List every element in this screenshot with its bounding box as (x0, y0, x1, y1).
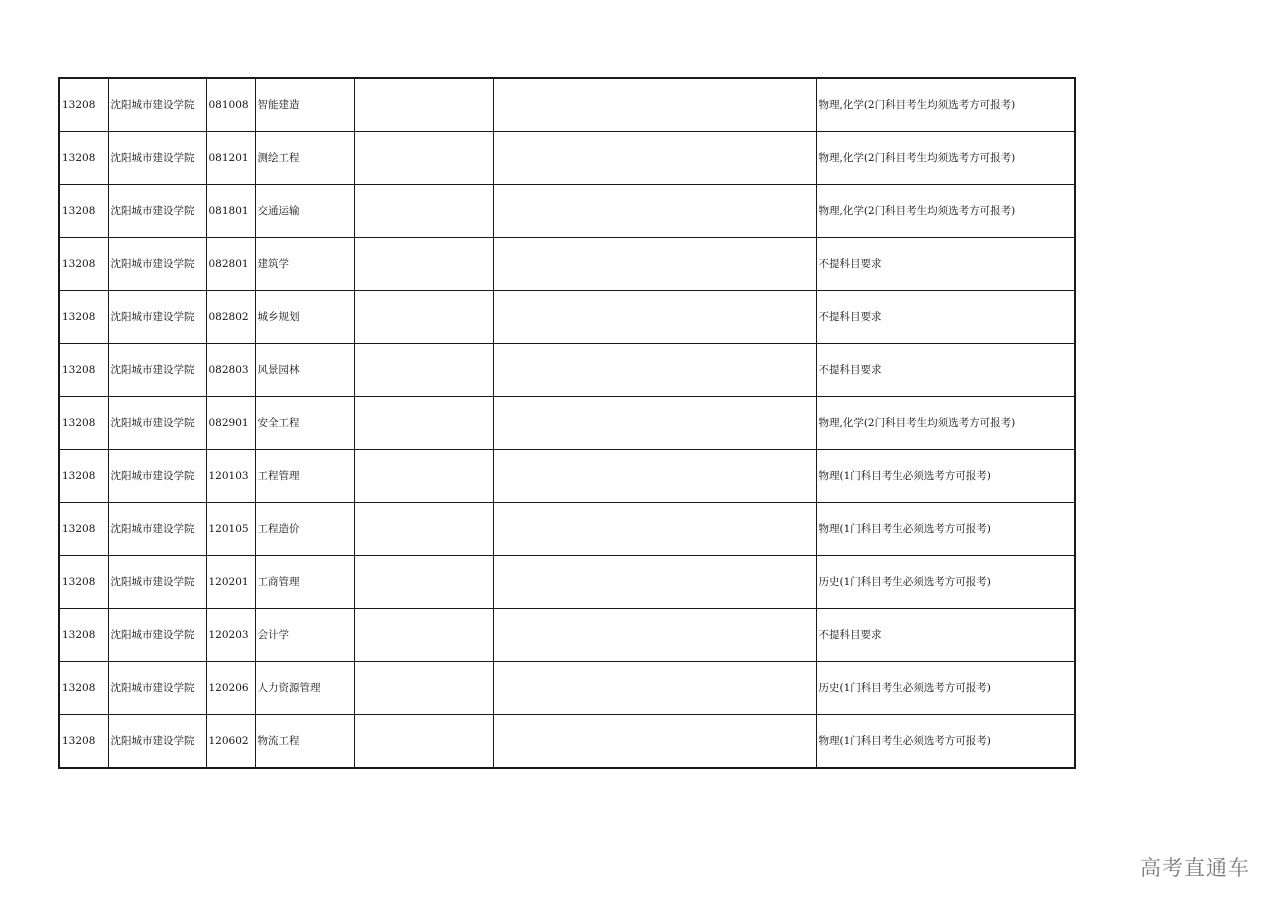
table-row (59, 238, 1075, 291)
empty-cell-5 (354, 715, 493, 769)
table-row (59, 662, 1075, 715)
empty-cell-5 (354, 556, 493, 609)
table-row (59, 609, 1075, 662)
empty-cell-5 (354, 609, 493, 662)
table-row (59, 715, 1075, 769)
subject-requirement-cell: 物理(1门科目考生必须选考方可报考) (816, 450, 1075, 503)
school-code-cell: 13208 (59, 78, 108, 132)
school-code-cell: 13208 (59, 397, 108, 450)
subject-requirement-cell: 物理(1门科目考生必须选考方可报考) (816, 715, 1075, 769)
subject-requirement-cell: 物理,化学(2门科目考生均须选考方可报考) (816, 185, 1075, 238)
major-name-cell: 物流工程 (255, 715, 354, 769)
empty-cell-6 (493, 662, 816, 715)
school-code-cell: 13208 (59, 344, 108, 397)
empty-cell-6 (493, 238, 816, 291)
empty-cell-5 (354, 450, 493, 503)
school-name-cell: 沈阳城市建设学院 (108, 609, 206, 662)
subject-requirement-cell: 不提科目要求 (816, 291, 1075, 344)
empty-cell-5 (354, 132, 493, 185)
major-name-cell: 安全工程 (255, 397, 354, 450)
major-name-cell: 城乡规划 (255, 291, 354, 344)
major-name-cell: 交通运输 (255, 185, 354, 238)
major-name-cell: 人力资源管理 (255, 662, 354, 715)
table-row (59, 185, 1075, 238)
empty-cell-6 (493, 291, 816, 344)
major-name-cell: 工程管理 (255, 450, 354, 503)
subject-requirement-cell: 物理(1门科目考生必须选考方可报考) (816, 503, 1075, 556)
school-name-cell: 沈阳城市建设学院 (108, 185, 206, 238)
empty-cell-6 (493, 556, 816, 609)
empty-cell-5 (354, 344, 493, 397)
major-code-cell: 082803 (206, 344, 255, 397)
school-name-cell: 沈阳城市建设学院 (108, 662, 206, 715)
school-code-cell: 13208 (59, 291, 108, 344)
school-code-cell: 13208 (59, 609, 108, 662)
major-code-cell: 120201 (206, 556, 255, 609)
empty-cell-5 (354, 78, 493, 132)
subject-requirement-cell: 不提科目要求 (816, 609, 1075, 662)
major-code-cell: 082802 (206, 291, 255, 344)
school-code-cell: 13208 (59, 556, 108, 609)
major-name-cell: 建筑学 (255, 238, 354, 291)
empty-cell-6 (493, 503, 816, 556)
school-code-cell: 13208 (59, 238, 108, 291)
major-code-cell: 082901 (206, 397, 255, 450)
major-name-cell: 智能建造 (255, 78, 354, 132)
subject-requirement-cell: 历史(1门科目考生必须选考方可报考) (816, 662, 1075, 715)
empty-cell-5 (354, 662, 493, 715)
major-name-cell: 会计学 (255, 609, 354, 662)
empty-cell-6 (493, 78, 816, 132)
major-code-cell: 081801 (206, 185, 255, 238)
school-name-cell: 沈阳城市建设学院 (108, 715, 206, 769)
table-row (59, 503, 1075, 556)
school-name-cell: 沈阳城市建设学院 (108, 556, 206, 609)
empty-cell-5 (354, 238, 493, 291)
school-code-cell: 13208 (59, 450, 108, 503)
empty-cell-6 (493, 397, 816, 450)
school-name-cell: 沈阳城市建设学院 (108, 132, 206, 185)
school-name-cell: 沈阳城市建设学院 (108, 450, 206, 503)
major-name-cell: 测绘工程 (255, 132, 354, 185)
major-code-cell: 120203 (206, 609, 255, 662)
empty-cell-5 (354, 503, 493, 556)
table-body (59, 78, 1075, 768)
major-code-cell: 120105 (206, 503, 255, 556)
major-requirements-table (58, 77, 1076, 769)
school-code-cell: 13208 (59, 185, 108, 238)
table-row (59, 78, 1075, 132)
school-name-cell: 沈阳城市建设学院 (108, 291, 206, 344)
school-name-cell: 沈阳城市建设学院 (108, 503, 206, 556)
empty-cell-6 (493, 609, 816, 662)
subject-requirement-cell: 物理,化学(2门科目考生均须选考方可报考) (816, 78, 1075, 132)
table-row (59, 450, 1075, 503)
subject-requirement-cell: 不提科目要求 (816, 238, 1075, 291)
major-code-cell: 120103 (206, 450, 255, 503)
empty-cell-6 (493, 715, 816, 769)
table-row (59, 132, 1075, 185)
empty-cell-6 (493, 185, 816, 238)
school-code-cell: 13208 (59, 715, 108, 769)
subject-requirement-cell: 不提科目要求 (816, 344, 1075, 397)
subject-requirement-cell: 物理,化学(2门科目考生均须选考方可报考) (816, 132, 1075, 185)
table-row (59, 556, 1075, 609)
table-row (59, 291, 1075, 344)
school-code-cell: 13208 (59, 132, 108, 185)
table-row (59, 397, 1075, 450)
empty-cell-5 (354, 397, 493, 450)
school-name-cell: 沈阳城市建设学院 (108, 78, 206, 132)
major-code-cell: 120206 (206, 662, 255, 715)
major-code-cell: 120602 (206, 715, 255, 769)
empty-cell-6 (493, 450, 816, 503)
major-name-cell: 工商管理 (255, 556, 354, 609)
major-code-cell: 081008 (206, 78, 255, 132)
school-code-cell: 13208 (59, 662, 108, 715)
table-row (59, 344, 1075, 397)
major-name-cell: 风景园林 (255, 344, 354, 397)
major-code-cell: 081201 (206, 132, 255, 185)
major-code-cell: 082801 (206, 238, 255, 291)
subject-requirement-cell: 物理,化学(2门科目考生均须选考方可报考) (816, 397, 1075, 450)
watermark-text: 高考直通车 (1140, 856, 1250, 880)
major-name-cell: 工程造价 (255, 503, 354, 556)
school-name-cell: 沈阳城市建设学院 (108, 344, 206, 397)
school-name-cell: 沈阳城市建设学院 (108, 397, 206, 450)
school-name-cell: 沈阳城市建设学院 (108, 238, 206, 291)
empty-cell-6 (493, 344, 816, 397)
school-code-cell: 13208 (59, 503, 108, 556)
empty-cell-5 (354, 185, 493, 238)
subject-requirement-cell: 历史(1门科目考生必须选考方可报考) (816, 556, 1075, 609)
empty-cell-6 (493, 132, 816, 185)
empty-cell-5 (354, 291, 493, 344)
